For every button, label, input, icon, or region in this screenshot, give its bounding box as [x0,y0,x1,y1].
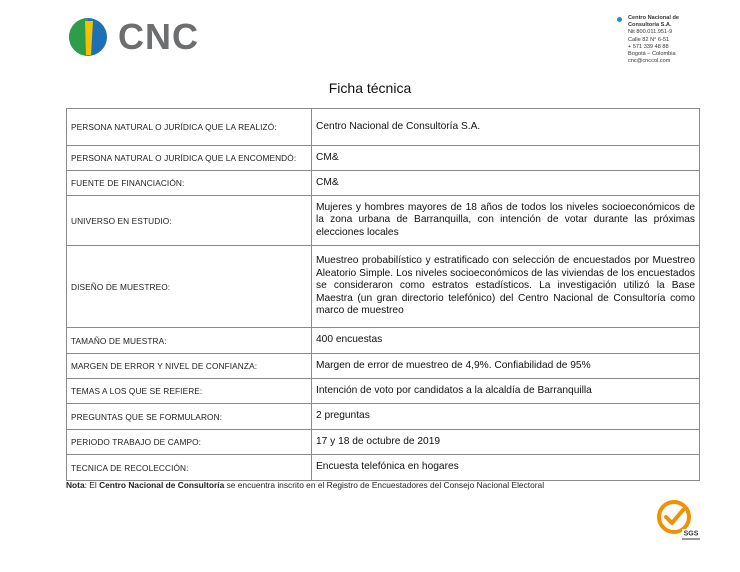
bullet-icon [617,17,622,22]
table-row [67,109,700,146]
row-label: FUENTE DE FINANCIACIÓN: [67,171,312,196]
table-row [67,146,700,171]
footnote [66,480,706,490]
note-org: Centro Nacional de Consultoría [99,480,225,490]
contact-nit: Nit 800.011.951-9 [628,29,673,36]
row-label: PERIODO TRABAJO DE CAMPO: [67,430,312,455]
row-label: TEMAS A LOS QUE SE REFIERE: [67,379,312,404]
row-value: Margen de error de muestreo de 4,9%. Confiabilidad de 95% [312,354,700,379]
contact-block [618,15,736,65]
contact-address: Calle 82 N° 6-51 [628,36,670,43]
row-label: MARGEN DE ERROR Y NIVEL DE CONFIANZA: [67,354,312,379]
table-row [67,404,700,430]
contact-org-line1: Centro Nacional de [628,15,679,21]
table-row [67,354,700,379]
row-value: Centro Nacional de Consultoría S.A. [312,109,700,146]
contact-phone: + 571 339 48 88 [628,43,669,50]
row-label: TAMAÑO DE MUESTRA: [67,328,312,354]
row-label: UNIVERSO EN ESTUDIO: [67,196,312,246]
row-label: PREGUNTAS QUE SE FORMULARON: [67,404,312,430]
row-value: 2 preguntas [312,404,700,430]
row-value: Intención de voto por candidatos a la alcaldía de Barranquilla [312,379,700,404]
table-row [67,246,700,328]
row-label: PERSONA NATURAL O JURÍDICA QUE LA ENCOMENDÓ: [67,146,312,171]
cnc-logo-mark [68,17,108,57]
note-text-2: se encuentra inscrito en el Registro de Encuestadores del Consejo Nacional Electoral [224,480,545,490]
row-value: Muestreo probabilístico y estratificado con selección de encuestados por Muestreo Aleatorio Simple. Los niveles socioeconómicos de las viviendas de los encuestados se consideraron como estratos estadísticos. La investigación utilizó la Base Maestra (un gran directorio telefónico) del Centro Nacional de Consultoría como marco de muestreo [312,246,700,328]
row-value: 17 y 18 de octubre de 2019 [312,430,700,455]
cnc-logo-text: CNC [118,16,199,57]
row-value: 400 encuestas [312,328,700,354]
note-prefix: Nota [66,480,85,490]
row-value: CM& [312,146,700,171]
row-label: TECNICA DE RECOLECCIÓN: [67,455,312,481]
ficha-tecnica-table [66,108,700,481]
note-text-1: : El [84,480,100,490]
page-title: Ficha técnica [328,80,412,96]
table-row [67,196,700,246]
table-row [67,328,700,354]
cnc-logo [68,16,199,58]
row-value: CM& [312,171,700,196]
row-value: Encuesta telefónica en hogares [312,455,700,481]
table-row [67,379,700,404]
table-row [67,430,700,455]
contact-email: cnc@cnccol.com [628,58,671,65]
row-label: PERSONA NATURAL O JURÍDICA QUE LA REALIZÓ: [67,109,312,146]
svg-text:SGS: SGS [683,530,699,538]
table-row [67,455,700,481]
table-row [67,171,700,196]
contact-org-line2: Consultoría S.A. [628,22,672,29]
sgs-certification-seal-icon [656,498,702,544]
contact-city: Bogotá – Colombia [628,51,676,58]
row-label: DISEÑO DE MUESTREO: [67,246,312,328]
row-value: Mujeres y hombres mayores de 18 años de todos los niveles socioeconómicos de la zona urbana de Barranquilla, con intención de votar durante las próximas elecciones locales [312,196,700,246]
